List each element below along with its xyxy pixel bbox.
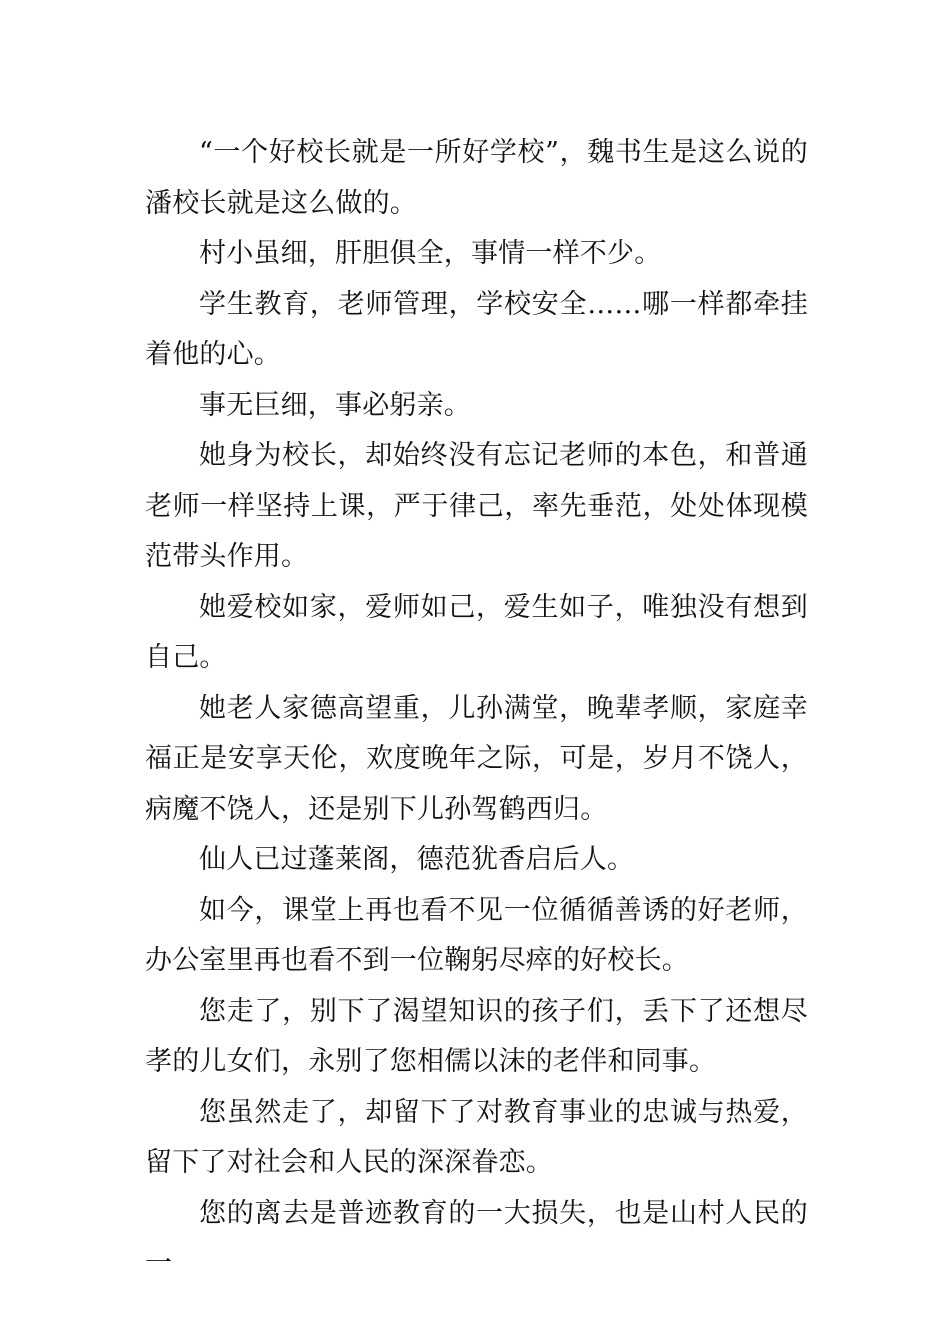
paragraph-10: 您走了，别下了渴望知识的孩子们，丢下了还想尽孝的儿女们，永别了您相儒以沫的老伴和同事。 — [145, 995, 808, 1077]
paragraph-4: 事无巨细，事必躬亲。 — [199, 389, 471, 421]
paragraph-6: 她爱校如家，爱师如己，爱生如子，唯独没有想到自己。 — [145, 591, 808, 673]
paragraph-7: 她老人家德高望重，儿孙满堂，晚辈孝顺，家庭幸福正是安享天伦，欢度晚年之际，可是，岁月不饶人，病魔不饶人，还是别下儿孙驾鹤西归。 — [145, 692, 808, 825]
paragraph-12: 您的离去是普迹教育的一大损失，也是山村人民的一 — [145, 1197, 808, 1279]
paragraph-5: 她身为校长，却始终没有忘记老师的本色，和普通老师一样坚持上课，严于律己，率先垂范，处处体现模范带头作用。 — [145, 440, 808, 572]
paragraph-8: 仙人已过蓬莱阁，德范犹香启后人。 — [199, 844, 635, 875]
paragraph-3: 学生教育，老师管理，学校安全……哪一样都牵挂着他的心。 — [145, 288, 808, 370]
paragraph-2: 村小虽细，肝胆俱全，事情一样不少。 — [199, 238, 662, 269]
paragraph-11: 您虽然走了，却留下了对教育事业的忠诚与热爱，留下了对社会和人民的深深眷恋。 — [145, 1096, 808, 1178]
paragraph-1: “一个好校长就是一所好学校”，魏书生是这么说的潘校长就是这么做的。 — [145, 137, 808, 219]
paragraph-9: 如今，课堂上再也看不见一位循循善诱的好老师，办公室里再也看不到一位鞠躬尽瘁的好校长。 — [145, 894, 808, 976]
